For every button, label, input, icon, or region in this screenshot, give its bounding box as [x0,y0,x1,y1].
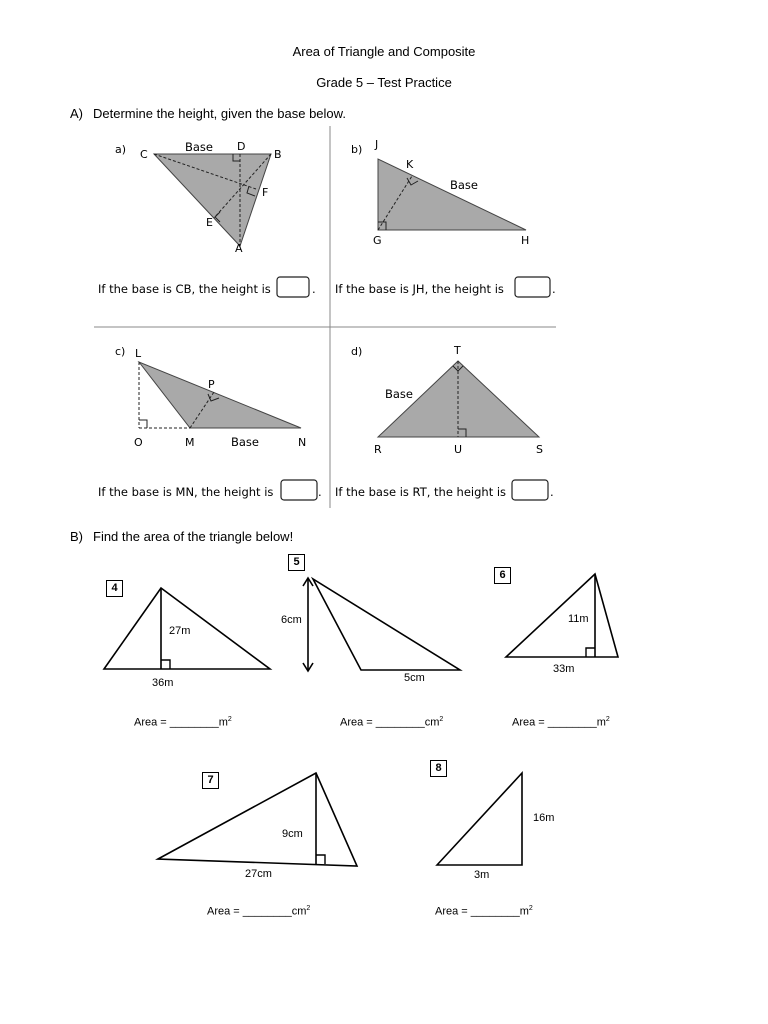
panel-b-label-j: J [375,138,379,151]
panel-d-base-label: Base [385,387,414,401]
panel-a-answer-box[interactable] [277,277,309,297]
section-a-letter: A) [70,106,83,121]
problem-6-right-angle [586,648,595,657]
problem-7-area[interactable] [207,905,310,918]
page-title: Area of Triangle and Composite [292,44,476,59]
problem-7-area-label: Area = ________ [207,905,292,918]
panel-a-label-a: A [235,242,243,255]
problem-5-area-unit: cm [424,716,440,729]
panel-c-label-l: L [135,347,142,360]
problem-6-area[interactable] [512,716,610,729]
problem-6-area-unit: m [596,716,606,729]
panel-a [115,140,282,255]
problem-8-triangle [437,773,522,865]
panel-d-label-t: T [454,344,461,357]
problem-8-base: 3m [474,869,490,881]
panel-d-label-u: U [454,443,463,456]
problem-7-right-angle [316,855,325,864]
panel-a-label-e: E [206,216,213,229]
problem-8-area-label: Area = ________ [435,905,520,918]
section-b-instruction: Find the area of the triangle below! [93,529,294,544]
panel-a-label-f: F [262,186,269,199]
panel-b-answer-box[interactable] [515,277,550,297]
problem-5-area[interactable] [340,716,443,729]
problem-5-height: 6cm [281,614,302,626]
problem-6-area-exp: 2 [605,716,610,723]
problem-8-area[interactable] [435,905,533,918]
problem-4-area-label: Area = ________ [134,716,219,729]
panel-c [115,345,306,449]
panel-c-label-p: P [208,378,215,391]
problem-6-height: 11m [568,613,589,625]
panel-c-period: . [318,485,322,499]
panel-c-label-o: O [134,436,143,449]
panel-b-prompt: If the base is JH, the height is [335,282,504,296]
problem-5-number: 5 [288,554,305,571]
problem-7-area-exp: 2 [306,905,311,912]
panel-b-label-g: G [373,234,382,247]
panel-a-label-b: B [274,148,282,161]
panel-c-triangle [139,362,301,428]
section-b-letter: B) [70,529,83,544]
problem-4-area[interactable] [134,716,232,729]
panel-c-label-m: M [185,436,195,449]
problem-4-height: 27m [169,625,191,637]
panel-a-base-label: Base [185,140,214,154]
problem-4-right-angle [161,660,170,669]
section-b-heading [70,529,293,544]
problem-6-triangle [506,574,618,657]
panel-b-base-label: Base [450,178,479,192]
section-a-figure [94,126,558,508]
panel-b-period: . [552,282,556,296]
problem-6-base: 33m [553,663,575,675]
panel-a-label-d: D [237,140,246,153]
problem-8-height: 16m [533,812,555,824]
page-subtitle: Grade 5 – Test Practice [316,75,452,90]
panel-c-answer-box[interactable] [281,480,317,500]
problem-4-base: 36m [152,677,174,689]
section-a-instruction: Determine the height, given the base below. [93,106,346,121]
panel-d-label-s: S [536,443,543,456]
panel-c-base-label: Base [231,435,260,449]
panel-c-prompt: If the base is MN, the height is [98,485,274,499]
panel-a-label-c: C [140,148,148,161]
panel-b-label-h: H [521,234,530,247]
panel-b-label-k: K [406,158,414,171]
panel-d-id: d) [351,345,363,358]
panel-c-right-angle-o [139,420,147,428]
problem-8-area-exp: 2 [528,905,533,912]
panel-b [351,138,529,247]
panel-a-triangle [154,154,271,246]
problem-7-area-unit: cm [291,905,307,918]
panel-c-id: c) [115,345,126,358]
problem-5-area-exp: 2 [439,716,444,723]
problem-5-triangle [303,578,460,671]
panel-d-answer-box[interactable] [512,480,548,500]
problem-6-number: 6 [494,567,511,584]
problem-7-base: 27cm [245,868,272,880]
section-a-heading [70,106,346,121]
problem-7-triangle [158,773,357,866]
problem-8-area-unit: m [519,905,529,918]
problem-4-area-unit: m [218,716,228,729]
panel-d-prompt: If the base is RT, the height is [335,485,507,499]
panel-c-label-n: N [298,436,307,449]
panel-d-label-r: R [374,443,382,456]
panel-a-period: . [312,282,316,296]
problem-7-height: 9cm [282,828,303,840]
problem-4-area-exp: 2 [227,716,232,723]
problem-8-number: 8 [430,760,447,777]
panel-b-id: b) [351,143,363,156]
problem-5-base: 5cm [404,672,425,684]
panel-a-prompt: If the base is CB, the height is [98,282,271,296]
panel-d-period: . [550,485,554,499]
problem-6-area-label: Area = ________ [512,716,597,729]
problem-7-number: 7 [202,772,219,789]
panel-a-id: a) [115,143,127,156]
panel-d [351,344,543,456]
problem-4-number: 4 [106,580,123,597]
problem-5-area-label: Area = ________ [340,716,425,729]
